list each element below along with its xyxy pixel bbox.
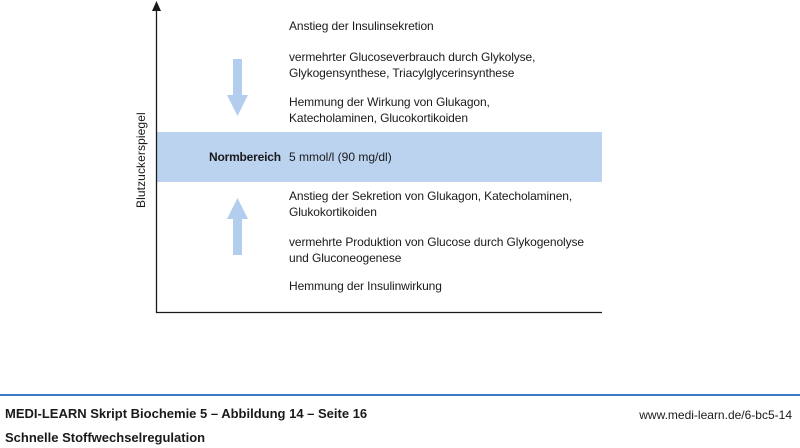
above-item-insulin-secretion: Anstieg der Insulinsekretion [289, 19, 434, 33]
arrow-up-icon [227, 198, 248, 255]
footer-title: MEDI-LEARN Skript Biochemie 5 – Abbildung 14 – Seite 16 [5, 406, 368, 421]
y-axis-arrowhead-icon [152, 1, 161, 11]
footer-subtitle: Schnelle Stoffwechselregulation [5, 430, 206, 445]
normal-range-label: Normbereich [209, 150, 281, 164]
footer-url-link[interactable]: www.medi-learn.de/6-bc5-14 [639, 408, 792, 422]
below-item-insulin-inhibition: Hemmung der Insulinwirkung [289, 279, 442, 293]
below-item-glucose-production: vermehrte Produktion von Glucose durch Glykogenolyse und Gluconeogenese [289, 235, 584, 265]
above-item-glucagon-inhibition: Hemmung der Wirkung von Glukagon, Katecholaminen, Glucokortikoiden [289, 95, 490, 125]
below-item-glucagon-secretion: Anstieg der Sekretion von Glukagon, Katecholaminen, Glukokortikoiden [289, 189, 573, 219]
arrow-down-icon [227, 59, 248, 116]
y-axis-label: Blutzuckerspiegel [134, 112, 148, 208]
normal-range-value: 5 mmol/l (90 mg/dl) [289, 150, 392, 164]
above-item-glucose-consumption: vermehrter Glucoseverbrauch durch Glykolyse, Glykogensynthese, Triacylglycerinsynthese [289, 50, 536, 80]
footer-rule [0, 394, 800, 396]
